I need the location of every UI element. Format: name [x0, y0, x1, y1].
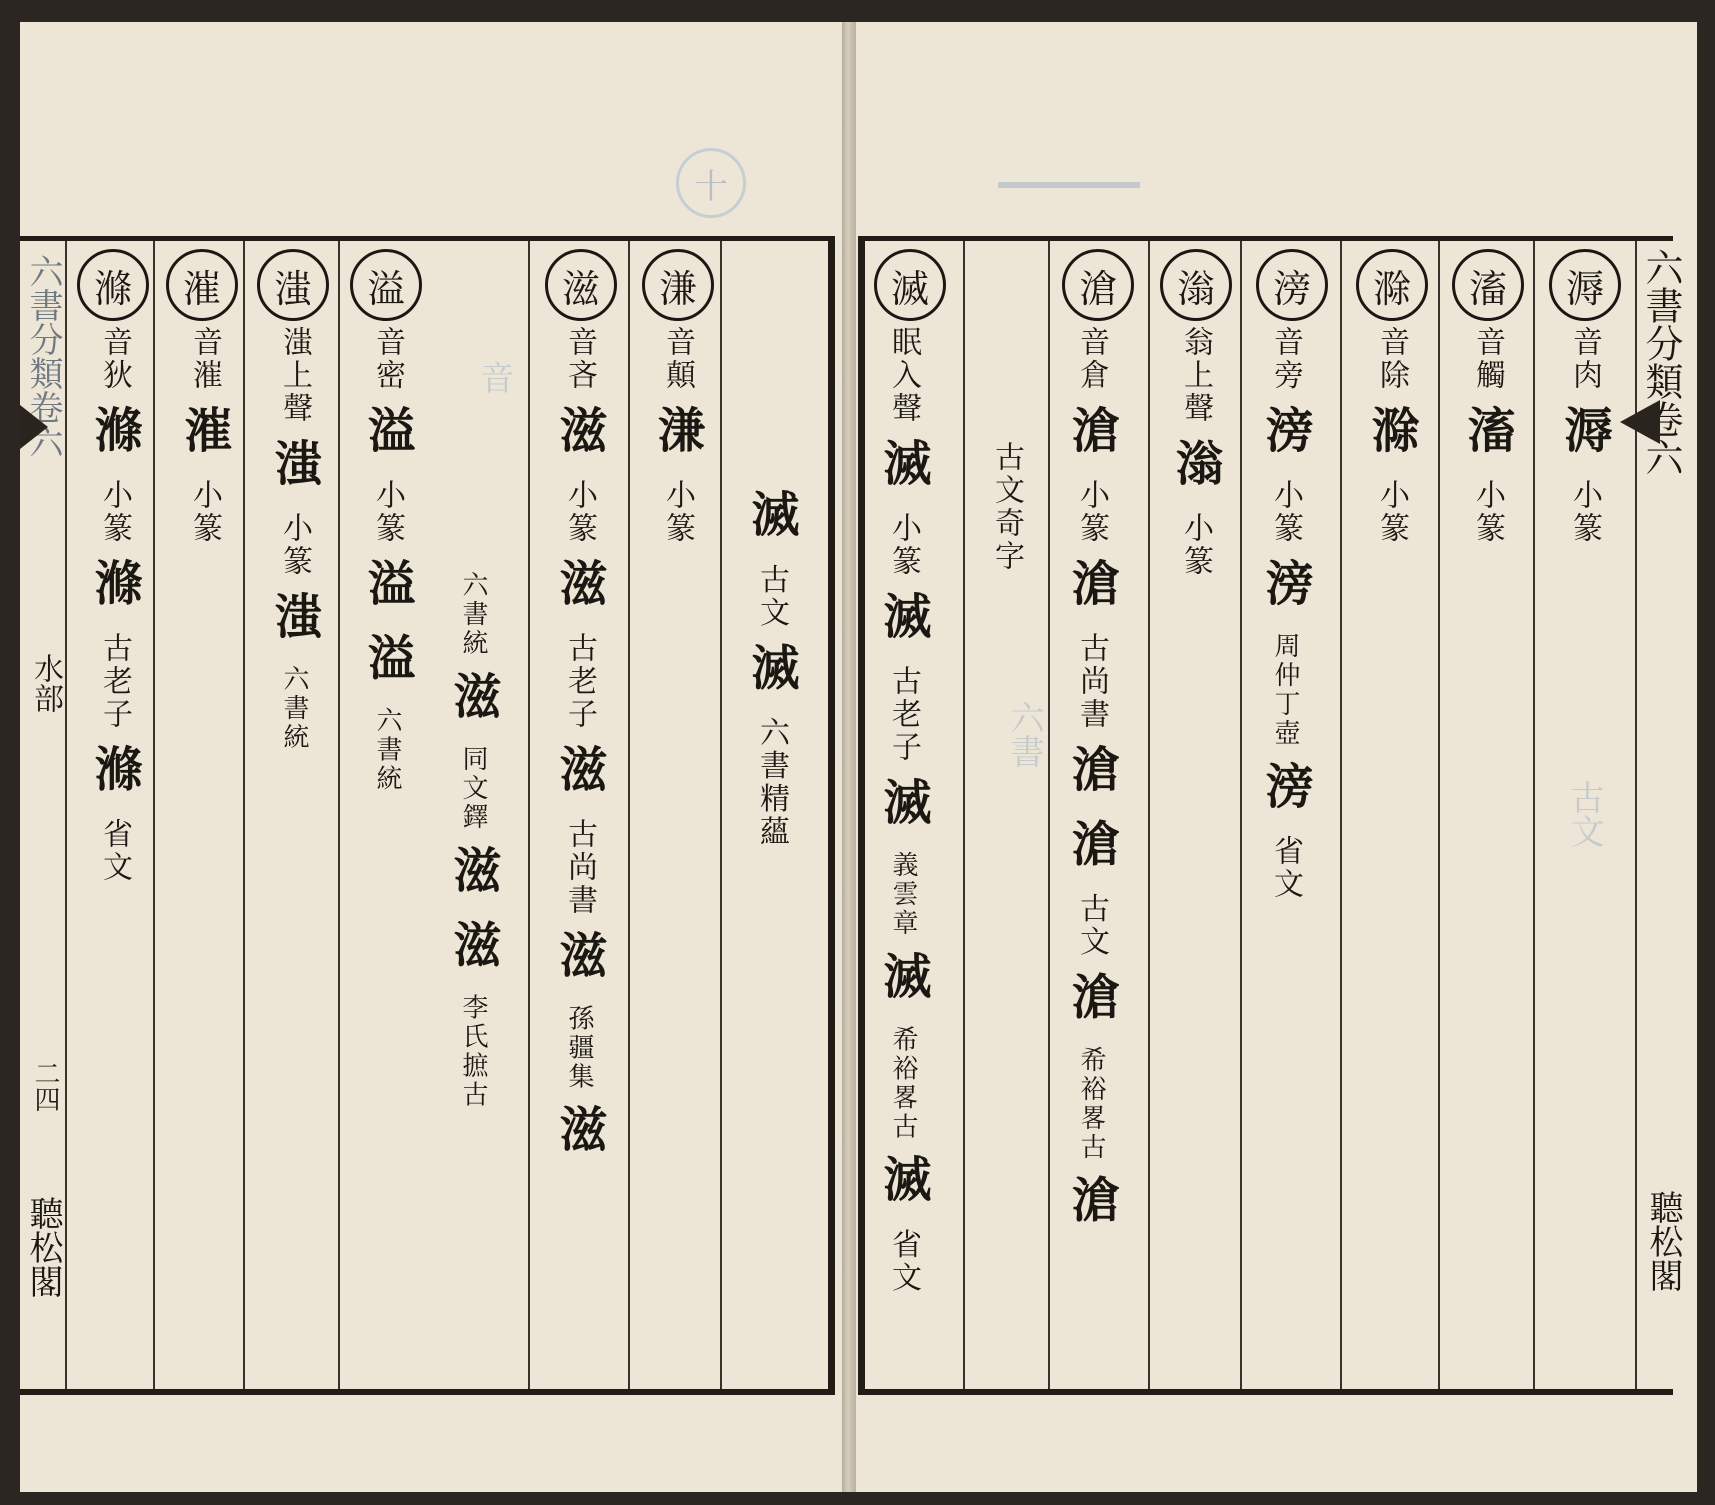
headword-circle: 漼 [166, 249, 238, 321]
left-column-unheaded [428, 241, 528, 1389]
entry-text: 音倉 滄 小篆 滄 古尚書 滄 滄 古文 滄 希裕畧古 滄 [1063, 326, 1119, 1237]
right-publisher: 聽松閣 [1643, 1190, 1683, 1292]
entry-text: 音旁 滂 小篆 滂 周仲丁壺 滂 省文 [1257, 326, 1313, 902]
entry-text: 音除 滁 小篆 [1363, 326, 1419, 546]
headword-circle: 滍 [257, 249, 329, 321]
right-column [1048, 241, 1150, 1389]
left-column [338, 241, 430, 1389]
headword-circle: 溢 [350, 249, 422, 321]
faint-stamp: 十 [676, 148, 746, 218]
entry-text: 滅 古文 滅 六書精蘊 [743, 489, 799, 849]
entry-text: 音顛 溓 小篆 [649, 326, 705, 546]
left-publisher: 聽松閣 [23, 1196, 63, 1298]
right-column [866, 241, 963, 1389]
entry-text: 滍上聲 滍 小篆 滍 六書統 [266, 326, 322, 753]
entry-text: 古文奇字 [989, 441, 1024, 573]
entry-text: 音狄 滌 小篆 滌 古老子 滌 省文 [86, 326, 142, 885]
headword-circle: 滌 [77, 249, 149, 321]
headword-circle: 滄 [1062, 249, 1134, 321]
left-column [153, 241, 245, 1389]
right-column [1340, 241, 1440, 1389]
right-column [1240, 241, 1342, 1389]
left-column [628, 241, 722, 1389]
entry-text: 六書統 滋 同文鐸 滋 滋 李氏摭古 [445, 571, 501, 1110]
headword-circle: 溓 [642, 249, 714, 321]
headword-circle: 滁 [1356, 249, 1428, 321]
left-margin-section: 水部 [28, 653, 63, 713]
show-through-text: 音 [474, 360, 514, 394]
book-gutter [842, 22, 856, 1492]
margin-fish-tail [1620, 400, 1660, 444]
headword-circle: 滂 [1256, 249, 1328, 321]
left-column-unheaded [720, 241, 830, 1389]
show-through-text: 六書 [1004, 700, 1044, 768]
headword-circle: 滃 [1160, 249, 1232, 321]
entry-text: 音密 溢 小篆 溢 溢 六書統 [359, 326, 415, 794]
left-column [243, 241, 340, 1389]
show-through-text: 古文 [1564, 780, 1604, 848]
entry-text: 眠入聲 滅 小篆 滅 古老子 滅 義雲章 滅 希裕畧古 滅 省文 [875, 326, 931, 1295]
left-page-number: 二四 [30, 1060, 60, 1112]
right-column [1148, 241, 1242, 1389]
headword-circle: 滋 [545, 249, 617, 321]
entry-text: 音肉 溽 小篆 [1556, 326, 1612, 546]
margin-fish-tail [20, 405, 48, 449]
left-column [65, 241, 155, 1389]
right-margin-title: 六書分類卷六 [1639, 248, 1683, 476]
left-margin-title: 六書分類卷六 [23, 254, 63, 458]
faint-ornament [998, 148, 1140, 188]
left-column [528, 241, 630, 1389]
entry-text: 翁上聲 滃 小篆 [1167, 326, 1223, 579]
entry-text: 音漼 漼 小篆 [176, 326, 232, 546]
headword-circle: 滀 [1452, 249, 1524, 321]
headword-circle: 滅 [874, 249, 946, 321]
entry-text: 音吝 滋 小篆 滋 古老子 滋 古尚書 滋 孫疆集 滋 [551, 326, 607, 1166]
right-column-unheaded [963, 241, 1050, 1389]
right-column [1438, 241, 1535, 1389]
entry-text: 音觸 滀 小篆 [1459, 326, 1515, 546]
headword-circle: 溽 [1549, 249, 1621, 321]
